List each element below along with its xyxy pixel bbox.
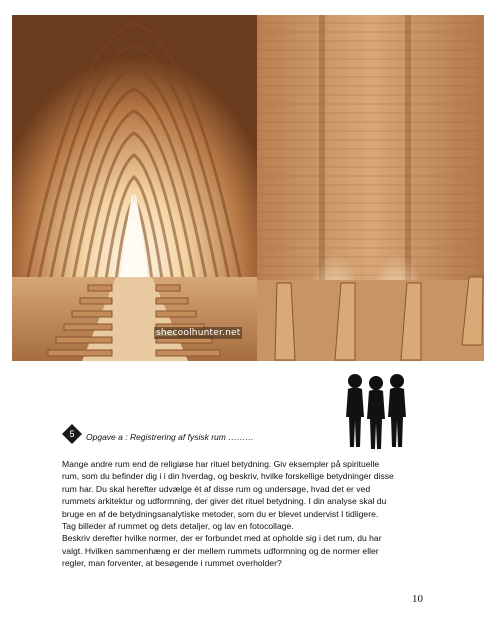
bench [156,285,180,291]
body-line: bruge en af de betydningsanalytiske metoder, som du er blevet undervist I tidligere. [62,508,379,519]
chapel-benches-photo [257,15,484,361]
watermark-text: shecoolhunter.net [156,328,241,338]
bench [275,283,295,360]
bench [156,350,220,356]
three-silhouette-figures-icon [344,371,408,451]
chapel-benches-illustration [257,15,484,361]
bench [156,311,196,317]
bench [64,324,112,330]
body-line: Mange andre rum end de religiøse har rituel betydning. Giv eksempler på spirituelle [62,459,380,469]
body-line: Beskriv derefter hvilke normer, der er forbundet med at opholde sig i det rum, du har [62,533,382,544]
chapel-arches-photo [12,15,257,361]
body-line: Tag billeder af rummet og dets detaljer, og lav en fotocollage. [62,521,294,532]
task-description [62,458,440,570]
chapel-arches-illustration [12,15,257,361]
body-line: rum har. Du skal herefter udvælge ét af disse rum og undersøge, hvad det er ved [62,483,371,494]
bench [88,285,112,291]
body-line: rum, som du befinder dig i i din hverdag, og beskriv, hvilke forskellige betydninger disse [62,471,394,482]
page-number: 10 [412,593,423,605]
silhouettes-graphic [344,371,408,451]
body-line: valgt. Hvilken sammenhæng er der mellem rummets udformning og de normer eller [62,545,379,556]
bench [156,298,188,304]
section-heading: Opgave a : Registrering af fysisk rum ……… [86,432,254,442]
bench [56,337,112,343]
bench [72,311,112,317]
section-number-badge [62,424,82,444]
body-line: rummets arkitektur og udformning, der giver det rituel betydning. I din analyse skal du [62,496,387,507]
photo-collage [12,15,484,361]
bench [80,298,112,304]
section-number: 5 [69,429,75,439]
body-line: regler, man forventer, at besøgende i rummet overholder? [62,558,282,569]
bench [48,350,112,356]
